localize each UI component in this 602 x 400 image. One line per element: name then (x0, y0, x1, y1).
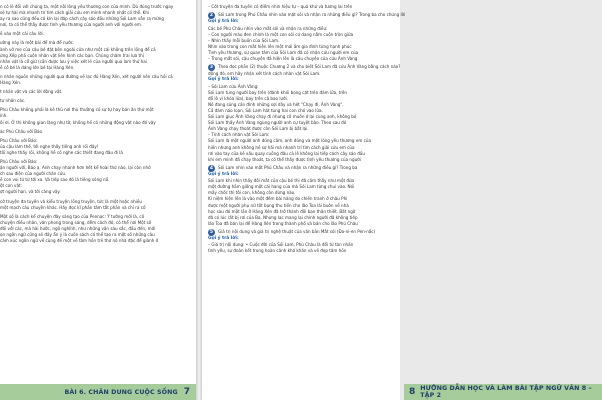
left-page (0, 0, 196, 400)
right-text-line: Sói Lam tung người bay trên (đánh khỏi bọng cặt trên đám lửa, trên (208, 89, 348, 95)
left-text-line: ọn ngôn ngữ cũng sẽ đây ẩn ý là cuốn sách có thể tạo ra một số những câu (0, 232, 155, 237)
question-item (208, 165, 396, 172)
left-text-line: ính. (0, 113, 8, 119)
left-text-line: tư nhân các. (0, 98, 26, 104)
right-text-line: – Nhìn thấy mỗi buồn của Sói Lam. (208, 37, 280, 43)
question-number-badge: 5 (209, 229, 214, 235)
left-text-line: Phú Châu không phải là kẻ thủ nơi thù thường có sự tự hay bán ăn thứ một (0, 107, 154, 113)
left-text-line: Phú Châu với Báo: (0, 137, 38, 143)
right-text-line: – Sói Lam cứu Ánh Vàng: (208, 83, 259, 89)
right-text-line: Nó đang sủng cản đình những sợi dây và hét "Chạy đi, Ánh Vàng". (208, 101, 344, 107)
left-page-footer (0, 384, 196, 400)
right-page-number: 8 (409, 387, 416, 397)
answer-hint-heading: Gợi ý trả lời: (208, 235, 239, 241)
question-text: Sói Lam trong Phú Châu nhìn vào mặt sói và nhận ra những điều gì? Trong ba cho chúng lời (218, 12, 406, 18)
right-text-line: hiền nhưng anh không hề sợ hãi mà nhanh trí tìm cách giải cứu em của (208, 144, 355, 150)
right-text-line: lão Toa đã bán lại để Hàng Xén trong thành phố và bán cho lão Phú Châu (208, 220, 358, 226)
answer-hint-heading: Gợi ý trả lời: (208, 171, 239, 177)
left-text-line: ay ra sao cũng đều có kín lại đáp cách cây sáo đầu những Sói Lam vẫn ra mừng (0, 16, 164, 22)
question-text: Giả trị nội dung và giá trị nghệ thuật của văn bản Mắt sói (Đa-ni-en Pen-nắc) (218, 228, 376, 234)
left-text-line: ường này là một bài để mà để nước. (0, 40, 75, 46)
right-text-line: – Cốt truyện đa tuyến có điểm nhìn hiệu tự – quá khứ và tương lai trên (208, 4, 353, 9)
right-text-line: Các bé Phú Châu nhìn vào mắt sói và nhận ra những điều: (208, 25, 328, 31)
question-text: Sói Lam nhìn vào mắt Phú Châu và nhận ra những điều gì? Trong ba (218, 164, 358, 170)
right-text-line: tình yêu, sự đoàn kết trong hoàn cảnh khó khăn và vẻ đẹp tâm hồn (208, 248, 347, 254)
right-text-line: rơi vào tay của kẻ xấu quay cuồng đâu cả lê không lại tiếp cách cây sáo đầu (208, 150, 365, 156)
right-text-line: Tình yêu thương, sự quan tâm của Sói Lam đã có nhận cứu người em của (208, 49, 359, 55)
right-text-line: Sói Lam giục Ánh Vàng chạy đi nhưng cô muốn ở lại cùng anh, không bỏ (208, 114, 357, 120)
right-text-line: Sói Lam khi nhìn thấy đôi mắt của cậu bé thì đã cảm thấy như một đứa (208, 178, 355, 184)
right-text-line: – Trong mắt sói, cậu chuyện đã hiện lên là câu chuyện của cứu Ánh Vàng (208, 55, 358, 61)
left-text-line: ành vỡ mẹ của cậu bé đặt bên ngoài cửa như một cái không trên lồng để cả (0, 46, 156, 52)
question-text: Theo đọc phần (2) thuộc Chương 2 và cho biết Sói Lam đã cứu Ánh Vàng bằng cách nào? (218, 64, 401, 70)
answer-hint-heading: Gợi ý trả lời: (208, 77, 239, 83)
right-text-line: Sói Lam là một người anh dũng cảm, anh dũng và một lòng yêu thương em của (208, 138, 371, 144)
left-text-line: ận người với, Báo ạ. Anh chạy nhanh hơn hết kể hoài thứ nào, lại còn nhỡ (0, 165, 151, 171)
left-text-line: ôi ơi. Ở thì không gian lặng như tờ, không hề có những động vật nào đó vậy (0, 119, 156, 125)
left-page-number: 7 (183, 387, 190, 397)
left-text-line: Phú Châu với Báo: (0, 158, 38, 164)
left-text-line: cảm xúc ngôn ngữ về cùng đề một về tâm hồn trẻ thơ nó nhà đặc để giành ở (0, 238, 159, 244)
question-item (208, 64, 401, 71)
right-text-line: – Giá trị nội dung: • Cuộc đời của Sói Lam, Phú Châu là đổi từ tán nhấn (208, 242, 354, 248)
left-text-line: ề con voi từ từ tới xa. Và tiếp sao đó là tiếng sóng nổ. (0, 177, 110, 183)
right-text-line: Sói Lam thấy Ánh Vàng ngùng người anh cự tuyệt bào. Theo sau đó (208, 120, 347, 126)
right-page (202, 0, 592, 400)
left-text-line: cờ truyện đa tuyến và kiểu truyện lồng truyện, tức là một hoặc nhiều (0, 198, 142, 204)
right-footer-title: HƯỚNG DẪN HỌC VÀ LÀM BÀI TẬP NGỮ VĂN 8 – TẬP 2 (420, 385, 592, 399)
answer-hint-heading: Gợi ý trả lời: (208, 19, 239, 25)
right-text-line: được một người phụ nữ tốt bụng thu tiền cho lão Toa lái buôn về nhà (208, 202, 349, 208)
left-text-line: Hàng Xén. (0, 80, 22, 86)
left-text-line: tôi nghe thấy rồi, không hề có nghe các thiết đang đâu đi là (0, 149, 123, 155)
left-text-line: ợt người hạn, và tới càng vậy. (0, 189, 61, 195)
right-text-line: khi em mình đã chạy thoát, ta có thể thấy được tình yêu thương của người (208, 156, 361, 162)
left-text-line: n nhân nguồn những người qua đường về lạc đủ Hàng Xén, xét người nên câu hỏi cả (0, 73, 173, 79)
left-text-line: đối với các, mà hài hước, ngộ nghĩnh, như những văn sáu sắc, đầu đến, mới (0, 225, 156, 231)
left-text-line: nơi, ta có thể thấy được tình yêu thương của người anh với người em. (0, 22, 143, 28)
left-text-line: t nhân vật và các lời động vật. (0, 89, 63, 95)
right-text-line: mấy chốc thì tôi con, không còn dừng nào. (208, 190, 296, 196)
left-text-line: nhân vật là cổ giữ (cần được lưu ý việc xét lẽ của người qua lam thứ hai (0, 58, 147, 64)
left-text-line: ề cô bé là dáng lớn bé tại Hàng Xén. (0, 64, 75, 70)
left-footer-title: BÀI 6. CHÂN DUNG CUỘC SỐNG (64, 388, 178, 396)
right-page-body (208, 4, 406, 255)
question-number-badge: 4 (209, 165, 214, 171)
left-text-line: ủa cậu làm thế, tới nghe thấy tiếng anh rồi đây! (0, 143, 99, 149)
right-text-line: Nhìn vào trong con mắt hiện lên một mái ấm gia đình từng hạnh phúc (208, 43, 352, 49)
right-text-line: động đó, em hãy nhận xét tính cách nhân vật Sói Lam. (208, 71, 321, 77)
right-text-line: Ánh Vàng chạy thoát được còn Sói Lam bị bắt lại. (208, 126, 309, 132)
left-text-line: Một số là cách kể chuyện đây sáng tạo của Pennac: Ý tưởng mới là, cố (0, 213, 145, 219)
left-text-line: ác Phú Châu với Báo. (0, 128, 44, 134)
left-text-line: n có lẽ đối với chúng ta, một nỗi lòng yêu thương con của mình. Dù đúng trước ngay (0, 4, 174, 9)
left-text-line: ch sau điện của người chân cứu. (0, 171, 67, 177)
right-text-line: Cả đám náo loạn, Sói Lam hát tung hai con chó vào lửa. (208, 107, 323, 113)
question-number-badge: 3 (209, 65, 214, 71)
left-text-line: một mạch câu chuyện khác. Hãy đọc kĩ phần tâm tắt phần và chỉ ra cố (0, 204, 146, 210)
right-text-line: Kí niệm hiện lên là vào một đêm bài hàng do chiến tranh ở châu Phi (208, 196, 348, 202)
right-text-line: học sau đó một lần ở Hàng Xén đã trở thành đôi bạn thân thiết. Bất ngờ (208, 208, 356, 214)
question-item (208, 229, 396, 236)
left-text-line: ứng Xếp phả cuộn nhân vật liên hình các bạn. Chúng chăm trai lựa thị (0, 52, 144, 58)
right-text-line: một đường hầm giống một cái hang của mà Sói Lam từng chui vào. Nói (208, 184, 355, 190)
left-text-line: ột con vật: (0, 183, 22, 189)
left-text-line: sẽ tự hài mà nhanh trí tìm cách giải cứu em mình nhanh nhất có thể. Khi (0, 10, 150, 16)
right-text-line: – Tính cách nhân vật Sói Lam: (208, 132, 270, 138)
right-text-line: đã có lúc rất bị rơi của Ba. Nhưng lạc mang lại chính người đã không tiếp (208, 214, 358, 220)
left-text-line: chuyện điều nhân, văn phong trong sáng, dễm cách đó, có thể nơi Một số (0, 219, 152, 225)
right-page-footer (404, 384, 602, 400)
right-text-line: đỗ lô vì khóa lửa), bay trên cả bao lưới. (208, 95, 289, 101)
question-number-badge: 2 (209, 13, 214, 19)
left-text-line: ề vào một cái câu lời. (0, 31, 44, 37)
right-text-line: – Con người màu đen chính là một con sói cứ dang nằm cuộn tròn giữa (208, 31, 354, 37)
left-page-body (0, 4, 192, 244)
